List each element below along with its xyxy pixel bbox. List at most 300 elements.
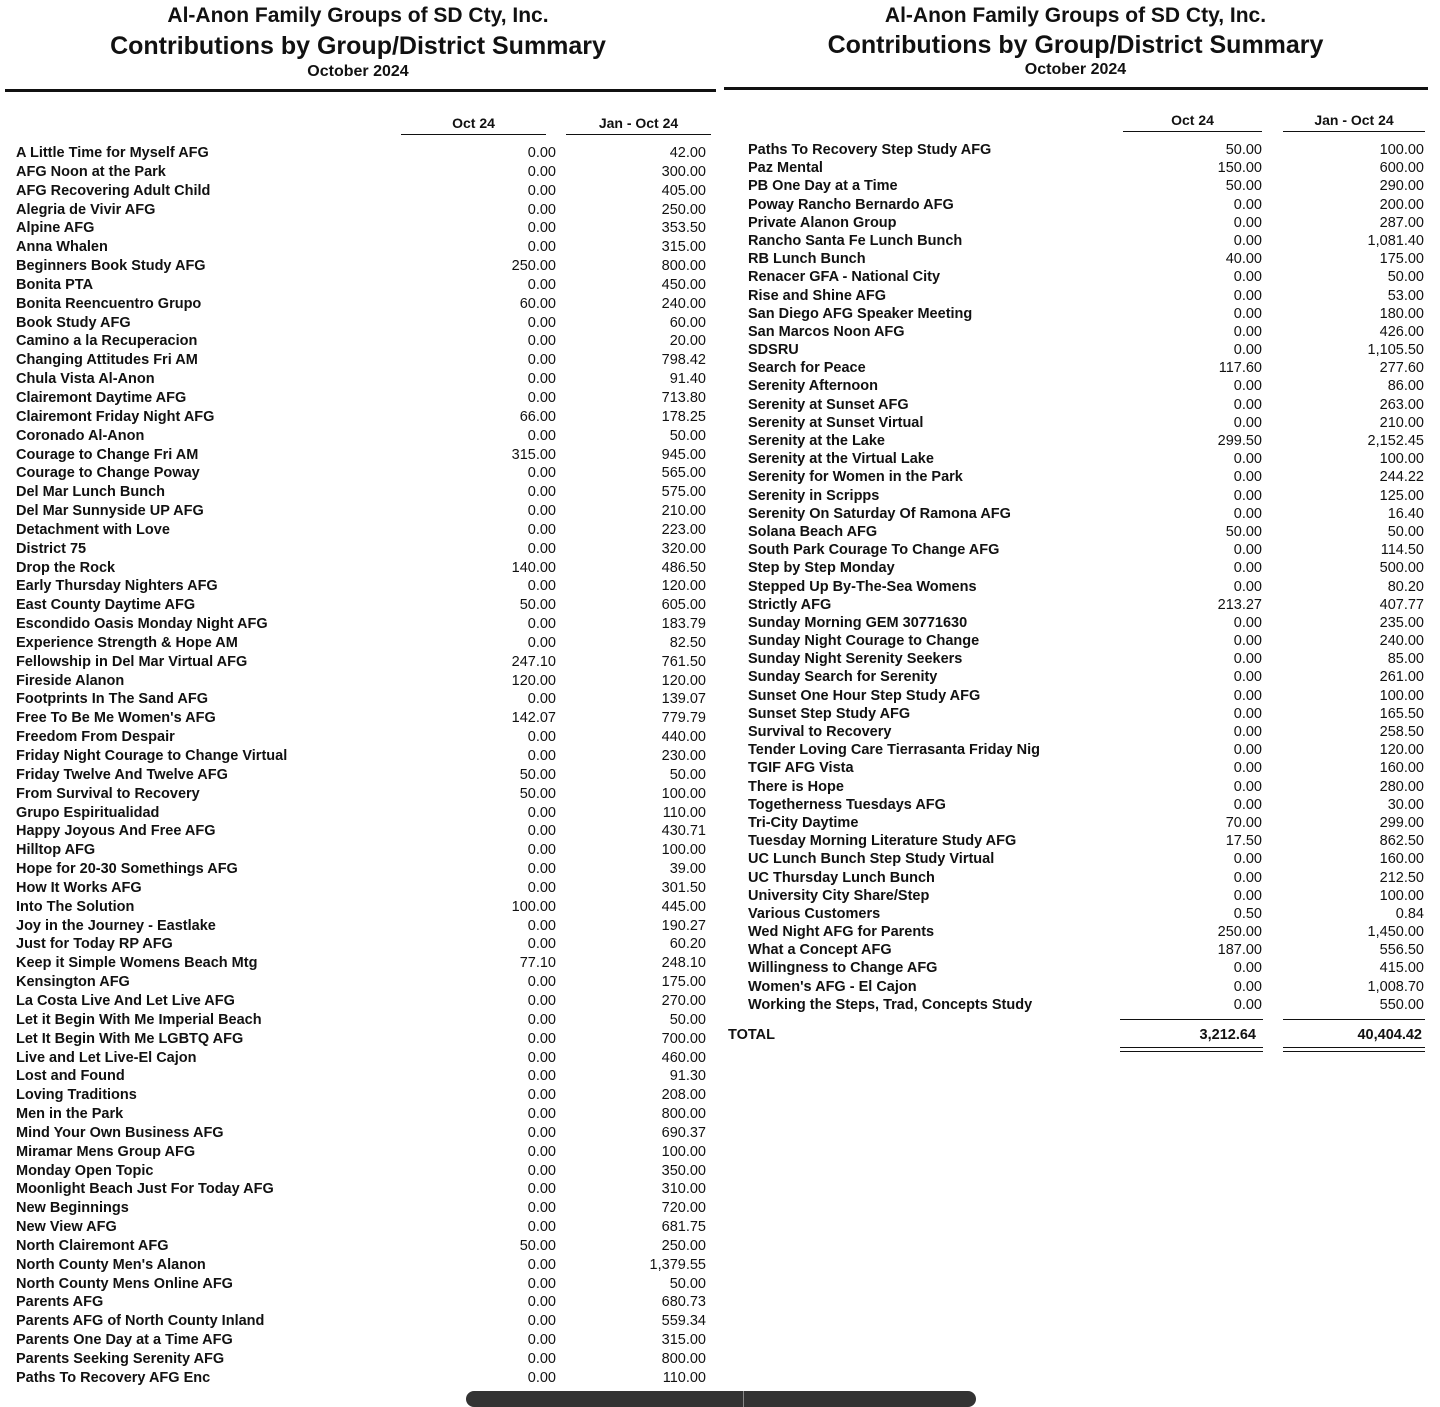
ytd-amount: 85.00 [1387, 651, 1424, 668]
group-name: Happy Joyous And Free AFG [16, 823, 216, 840]
group-name: Solana Beach AFG [748, 523, 878, 540]
oct-amount: 0.00 [1233, 705, 1262, 722]
ytd-amount: 681.75 [661, 1219, 706, 1236]
group-name: Clairemont Friday Night AFG [16, 408, 215, 425]
group-name: What a Concept AFG [748, 942, 892, 959]
ytd-amount: 680.73 [661, 1294, 706, 1311]
table-row [16, 804, 708, 823]
oct-amount: 0.00 [1233, 960, 1262, 977]
ytd-amount: 100.00 [661, 842, 706, 859]
table-row [748, 159, 1424, 177]
oct-amount: 50.00 [519, 597, 556, 614]
group-name: PB One Day at a Time [748, 178, 898, 195]
group-name: Book Study AFG [16, 314, 131, 331]
group-name: Togetherness Tuesdays AFG [748, 796, 946, 813]
ytd-amount: 310.00 [661, 1181, 706, 1198]
ytd-amount: 261.00 [1379, 669, 1424, 686]
group-name: Paths To Recovery Step Study AFG [748, 142, 992, 158]
ytd-amount: 91.30 [669, 1068, 706, 1085]
table-row [16, 634, 708, 653]
ytd-amount: 50.00 [669, 1275, 706, 1292]
ytd-amount: 287.00 [1379, 214, 1424, 231]
toolbar-divider [743, 1391, 744, 1407]
oct-amount: 247.10 [511, 653, 556, 670]
oct-amount: 0.00 [527, 484, 556, 501]
oct-amount: 0.00 [527, 220, 556, 237]
ytd-amount: 39.00 [669, 861, 706, 878]
ytd-amount: 690.37 [661, 1124, 706, 1141]
oct-amount: 0.00 [1233, 996, 1262, 1013]
table-row [16, 351, 708, 370]
group-name: La Costa Live And Let Live AFG [16, 992, 235, 1009]
table-row [748, 996, 1424, 1014]
oct-amount: 60.00 [519, 295, 556, 312]
table-row [748, 941, 1424, 959]
oct-amount: 0.00 [1233, 869, 1262, 886]
oct-amount: 140.00 [511, 559, 556, 576]
ytd-amount: 110.00 [662, 1369, 706, 1386]
oct-amount: 0.00 [1233, 778, 1262, 795]
ytd-amount: 175.00 [661, 974, 706, 991]
table-row [748, 377, 1424, 395]
group-name: Willingness to Change AFG [748, 960, 938, 977]
oct-amount: 0.00 [527, 748, 556, 764]
table-row [748, 414, 1424, 432]
ytd-amount: 50.00 [1387, 523, 1424, 540]
table-row [16, 653, 708, 672]
ytd-amount: 1,105.50 [1367, 342, 1424, 359]
table-row [16, 766, 708, 785]
group-name: District 75 [16, 540, 87, 557]
oct-amount: 187.00 [1217, 942, 1262, 959]
table-row [16, 144, 708, 163]
oct-amount: 0.00 [1233, 505, 1262, 522]
ytd-amount: 50.00 [669, 1011, 706, 1028]
group-name: UC Thursday Lunch Bunch [748, 869, 935, 886]
table-row [16, 408, 708, 427]
ytd-amount: 110.00 [662, 804, 706, 821]
oct-amount: 77.10 [519, 955, 556, 972]
ytd-amount: 290.00 [1379, 178, 1424, 195]
group-name: Search for Peace [748, 360, 866, 377]
group-name: North Clairemont AFG [16, 1237, 169, 1254]
table-row [16, 1293, 708, 1312]
table-row [16, 1331, 708, 1350]
group-name: Camino a la Recuperacion [16, 333, 198, 350]
oct-amount: 0.00 [527, 465, 556, 482]
ytd-amount: 42.00 [669, 145, 706, 161]
group-name: Miramar Mens Group AFG [16, 1143, 196, 1160]
oct-amount: 0.00 [527, 1162, 556, 1179]
table-row [16, 1086, 708, 1105]
table-row [748, 305, 1424, 323]
contributions-table-right [748, 141, 1424, 1014]
group-name: Serenity at Sunset Virtual [748, 414, 924, 431]
group-name: Serenity at the Virtual Lake [748, 451, 934, 468]
group-name: Fireside Alanon [16, 672, 125, 689]
table-row [16, 860, 708, 879]
report-page-right [720, 0, 1440, 1398]
table-row [748, 850, 1424, 868]
column-header-ytd: Jan - Oct 24 [566, 115, 711, 135]
ytd-amount: 761.50 [661, 653, 706, 670]
ytd-amount: 60.20 [669, 936, 706, 953]
oct-amount: 17.50 [1225, 833, 1262, 850]
group-name: Friday Twelve And Twelve AFG [16, 766, 228, 783]
oct-amount: 0.00 [527, 1200, 556, 1217]
table-row [16, 370, 708, 389]
group-name: Paz Mental [748, 160, 823, 177]
ytd-amount: 1,450.00 [1367, 924, 1424, 941]
oct-amount: 0.00 [1233, 542, 1262, 559]
oct-amount: 0.00 [527, 352, 556, 369]
group-name: San Diego AFG Speaker Meeting [748, 305, 973, 322]
oct-amount: 0.00 [527, 804, 556, 821]
ytd-amount: 460.00 [661, 1049, 706, 1066]
oct-amount: 40.00 [1225, 251, 1262, 268]
total-double-rule-ytd [1283, 1047, 1425, 1052]
table-row [748, 541, 1424, 559]
table-row [16, 1350, 708, 1369]
group-name: Lost and Found [16, 1068, 125, 1085]
oct-amount: 0.00 [527, 540, 556, 557]
table-row [16, 879, 708, 898]
table-row [16, 1180, 708, 1199]
oct-amount: 0.00 [527, 182, 556, 199]
oct-amount: 0.00 [527, 578, 556, 595]
table-row [748, 814, 1424, 832]
group-name: How It Works AFG [16, 879, 142, 896]
table-row [16, 1199, 708, 1218]
oct-amount: 0.00 [527, 1030, 556, 1047]
ytd-amount: 125.00 [1379, 487, 1424, 504]
oct-amount: 0.00 [527, 1294, 556, 1311]
ytd-amount: 301.50 [661, 879, 706, 896]
oct-amount: 50.00 [1225, 523, 1262, 540]
group-name: AFG Recovering Adult Child [16, 182, 211, 199]
ytd-amount: 100.00 [1379, 142, 1424, 158]
table-row [748, 650, 1424, 668]
table-row [16, 954, 708, 973]
ytd-amount: 0.84 [1395, 905, 1424, 922]
bottom-toolbar[interactable] [466, 1391, 976, 1407]
table-row [748, 778, 1424, 796]
oct-amount: 0.00 [527, 1143, 556, 1160]
oct-amount: 0.00 [527, 1011, 556, 1028]
ytd-amount: 426.00 [1379, 323, 1424, 340]
oct-amount: 0.00 [527, 1275, 556, 1292]
oct-amount: 0.00 [1233, 414, 1262, 431]
ytd-amount: 244.22 [1379, 469, 1424, 486]
table-row [748, 232, 1424, 250]
table-row [748, 796, 1424, 814]
oct-amount: 0.00 [1233, 742, 1262, 759]
table-row [16, 747, 708, 766]
table-row [16, 841, 708, 860]
ytd-amount: 200.00 [1379, 196, 1424, 213]
group-name: Serenity at Sunset AFG [748, 396, 909, 413]
table-row [16, 182, 708, 201]
oct-amount: 70.00 [1225, 814, 1262, 831]
table-row [16, 1369, 708, 1388]
group-name: Serenity On Saturday Of Ramona AFG [748, 505, 1011, 522]
oct-amount: 299.50 [1217, 433, 1262, 449]
oct-amount: 0.00 [1233, 851, 1262, 868]
ytd-amount: 100.00 [1379, 451, 1424, 468]
group-name: Changing Attitudes Fri AM [16, 352, 198, 369]
oct-amount: 0.00 [1233, 669, 1262, 686]
oct-amount: 0.00 [1233, 614, 1262, 631]
group-name: Various Customers [748, 905, 881, 922]
oct-amount: 0.00 [527, 239, 556, 256]
ytd-amount: 80.20 [1387, 578, 1424, 595]
oct-amount: 0.00 [527, 634, 556, 651]
table-row [16, 238, 708, 257]
table-row [748, 887, 1424, 905]
group-name: New Beginnings [16, 1200, 129, 1217]
table-row [748, 196, 1424, 214]
group-name: North County Mens Online AFG [16, 1275, 233, 1292]
ytd-amount: 862.50 [1379, 833, 1424, 850]
group-name: Kensington AFG [16, 974, 130, 991]
oct-amount: 0.00 [1233, 724, 1262, 740]
oct-amount: 142.07 [511, 710, 556, 727]
ytd-amount: 50.00 [669, 766, 706, 783]
table-row [16, 332, 708, 351]
table-row [748, 705, 1424, 723]
ytd-amount: 120.00 [1379, 742, 1424, 759]
ytd-amount: 2,152.45 [1367, 433, 1424, 449]
table-row [748, 559, 1424, 577]
table-row [748, 578, 1424, 596]
group-name: Loving Traditions [16, 1087, 137, 1104]
header-rule [724, 87, 1428, 90]
total-ytd: 40,404.42 [1357, 1027, 1422, 1043]
group-name: Courage to Change Fri AM [16, 446, 199, 463]
group-name: Rancho Santa Fe Lunch Bunch [748, 232, 963, 249]
table-row [748, 905, 1424, 923]
ytd-amount: 183.79 [661, 616, 706, 633]
group-name: Del Mar Sunnyside UP AFG [16, 503, 204, 520]
ytd-amount: 100.00 [661, 785, 706, 802]
oct-amount: 0.00 [527, 371, 556, 388]
table-row [748, 287, 1424, 305]
oct-amount: 0.00 [527, 936, 556, 953]
group-name: Joy in the Journey - Eastlake [16, 917, 216, 934]
group-name: Experience Strength & Hope AM [16, 634, 238, 651]
table-row [16, 483, 708, 502]
ytd-amount: 212.50 [1379, 869, 1424, 886]
ytd-amount: 180.00 [1379, 305, 1424, 322]
total-double-rule-oct [1120, 1047, 1263, 1052]
table-row [16, 615, 708, 634]
oct-amount: 50.00 [519, 1237, 556, 1254]
group-name: Monday Open Topic [16, 1162, 154, 1179]
ytd-amount: 445.00 [661, 898, 706, 915]
table-row [16, 1312, 708, 1331]
table-row [16, 163, 708, 182]
ytd-amount: 415.00 [1379, 960, 1424, 977]
oct-amount: 0.00 [527, 314, 556, 331]
group-name: Wed Night AFG for Parents [748, 924, 935, 941]
oct-amount: 0.00 [1233, 451, 1262, 468]
oct-amount: 0.00 [1233, 633, 1262, 650]
oct-amount: 0.00 [1233, 342, 1262, 359]
ytd-amount: 440.00 [661, 729, 706, 746]
ytd-amount: 50.00 [669, 427, 706, 444]
table-row [748, 177, 1424, 195]
oct-amount: 0.00 [527, 616, 556, 633]
report-page-left [0, 0, 720, 1398]
ytd-amount: 1,379.55 [649, 1256, 706, 1273]
table-row [16, 276, 708, 295]
ytd-amount: 100.00 [1379, 887, 1424, 904]
table-row [748, 723, 1424, 741]
oct-amount: 0.00 [1233, 578, 1262, 595]
oct-amount: 0.00 [527, 389, 556, 406]
table-row [16, 672, 708, 691]
oct-amount: 0.00 [527, 1369, 556, 1386]
total-oct: 3,212.64 [1199, 1027, 1256, 1043]
oct-amount: 0.00 [527, 163, 556, 180]
ytd-amount: 175.00 [1379, 251, 1424, 268]
oct-amount: 0.00 [527, 691, 556, 708]
group-name: Parents One Day at a Time AFG [16, 1332, 233, 1349]
ytd-amount: 1,081.40 [1367, 232, 1424, 249]
group-name: Clairemont Daytime AFG [16, 389, 187, 406]
ytd-amount: 20.00 [669, 333, 706, 350]
oct-amount: 117.60 [1218, 360, 1262, 377]
group-name: Sunday Night Courage to Change [748, 633, 980, 650]
ytd-amount: 139.07 [661, 691, 706, 708]
ytd-amount: 160.00 [1379, 851, 1424, 868]
table-row [748, 632, 1424, 650]
group-name: Women's AFG - El Cajon [748, 978, 917, 995]
table-row [16, 1030, 708, 1049]
oct-amount: 50.00 [1225, 142, 1262, 158]
ytd-amount: 800.00 [661, 1106, 706, 1123]
table-row [16, 917, 708, 936]
group-name: Strictly AFG [748, 596, 832, 613]
oct-amount: 0.00 [1233, 323, 1262, 340]
ytd-amount: 263.00 [1379, 396, 1424, 413]
ytd-amount: 60.00 [669, 314, 706, 331]
oct-amount: 0.00 [527, 1068, 556, 1085]
ytd-amount: 120.00 [661, 672, 706, 689]
table-row [16, 1049, 708, 1068]
table-row [16, 257, 708, 276]
ytd-amount: 320.00 [661, 540, 706, 557]
ytd-amount: 100.00 [661, 1143, 706, 1160]
group-name: Friday Night Courage to Change Virtual [16, 748, 288, 764]
ytd-amount: 82.50 [669, 634, 706, 651]
group-name: Detachment with Love [16, 521, 170, 538]
table-row [748, 832, 1424, 850]
ytd-amount: 53.00 [1387, 287, 1424, 304]
ytd-amount: 277.60 [1379, 360, 1424, 377]
group-name: North County Men's Alanon [16, 1256, 206, 1273]
table-row [748, 468, 1424, 486]
total-label: TOTAL [728, 1027, 775, 1043]
table-row [748, 341, 1424, 359]
table-row [748, 523, 1424, 541]
ytd-amount: 430.71 [661, 823, 706, 840]
ytd-amount: 250.00 [661, 1237, 706, 1254]
table-row [16, 314, 708, 333]
oct-amount: 0.00 [527, 917, 556, 934]
oct-amount: 0.50 [1233, 905, 1262, 922]
ytd-amount: 280.00 [1379, 778, 1424, 795]
contributions-table-left [16, 144, 708, 1388]
oct-amount: 0.00 [1233, 651, 1262, 668]
table-row [16, 502, 708, 521]
oct-amount: 0.00 [527, 1049, 556, 1066]
table-row [748, 596, 1424, 614]
ytd-amount: 300.00 [661, 163, 706, 180]
group-name: Tuesday Morning Literature Study AFG [748, 833, 1017, 850]
oct-amount: 0.00 [1233, 269, 1262, 286]
oct-amount: 0.00 [527, 276, 556, 293]
oct-amount: 0.00 [527, 1219, 556, 1236]
ytd-amount: 210.00 [661, 503, 706, 520]
table-row [16, 1256, 708, 1275]
table-row [16, 295, 708, 314]
subtotal-rule-oct [1120, 1019, 1263, 1020]
table-row [748, 687, 1424, 705]
ytd-amount: 798.42 [661, 352, 706, 369]
group-name: Beginners Book Study AFG [16, 258, 206, 275]
oct-amount: 250.00 [1217, 924, 1262, 941]
oct-amount: 0.00 [527, 729, 556, 746]
group-name: Poway Rancho Bernardo AFG [748, 196, 954, 213]
table-row [748, 741, 1424, 759]
ytd-amount: 223.00 [661, 521, 706, 538]
table-row [16, 540, 708, 559]
table-row [748, 141, 1424, 159]
ytd-amount: 720.00 [661, 1200, 706, 1217]
oct-amount: 0.00 [1233, 487, 1262, 504]
ytd-amount: 315.00 [661, 239, 706, 256]
group-name: Freedom From Despair [16, 729, 175, 746]
ytd-amount: 559.34 [661, 1313, 706, 1330]
ytd-amount: 450.00 [661, 276, 706, 293]
table-row [16, 690, 708, 709]
table-row [748, 359, 1424, 377]
group-name: Private Alanon Group [748, 214, 897, 231]
group-name: Men in the Park [16, 1106, 124, 1123]
ytd-amount: 91.40 [669, 371, 706, 388]
group-name: Step by Step Monday [748, 560, 895, 577]
ytd-amount: 240.00 [661, 295, 706, 312]
table-row [16, 389, 708, 408]
oct-amount: 0.00 [527, 1256, 556, 1273]
oct-amount: 0.00 [527, 201, 556, 218]
report-title: Contributions by Group/District Summary [827, 31, 1324, 59]
table-row [748, 614, 1424, 632]
table-row [748, 268, 1424, 286]
group-name: Let it Begin With Me Imperial Beach [16, 1011, 262, 1028]
group-name: Alpine AFG [16, 220, 95, 237]
ytd-amount: 353.50 [661, 220, 706, 237]
oct-amount: 0.00 [1233, 196, 1262, 213]
oct-amount: 0.00 [527, 879, 556, 896]
oct-amount: 250.00 [511, 258, 556, 275]
group-name: University City Share/Step [748, 887, 930, 904]
group-name: New View AFG [16, 1219, 117, 1236]
table-row [748, 396, 1424, 414]
group-name: Parents AFG [16, 1294, 104, 1311]
group-name: Alegria de Vivir AFG [16, 201, 156, 218]
